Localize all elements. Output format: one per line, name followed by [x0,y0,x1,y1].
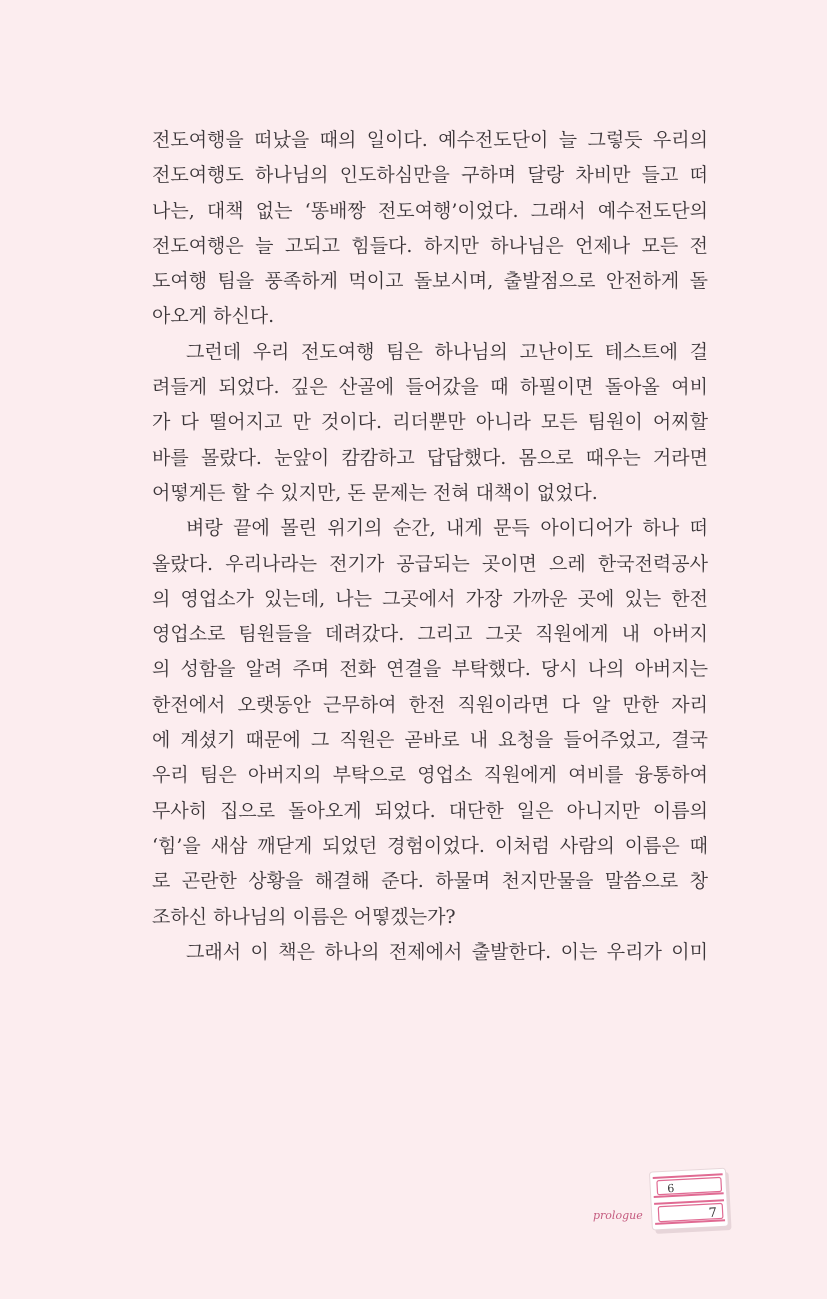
text-line: ‘힘’을 새삼 깨닫게 되었던 경험이었다. 이처럼 사람의 이름은 때 [152,834,708,857]
text-line: 조하신 하나님의 이름은 어떻겠는가? [152,905,456,928]
page-number-left: 6 [666,1181,675,1196]
text-line: 무사히 집으로 돌아오게 되었다. 대단한 일은 아니지만 이름의 [152,799,708,822]
page-number-right: 7 [708,1205,718,1222]
text-line: 그래서 이 책은 하나의 전제에서 출발한다. 이는 우리가 이미 [186,940,708,963]
text-line: 로 곤란한 상황을 해결해 준다. 하물며 천지만물을 말씀으로 창 [152,870,708,893]
text-line: 아오게 하신다. [152,305,275,328]
text-line: 의 영업소가 있는데, 나는 그곳에서 가장 가까운 곳에 있는 한전 [152,587,708,610]
text-line: 전도여행을 떠났을 때의 일이다. 예수전도단이 늘 그렇듯 우리의 [152,129,708,151]
text-line: 려들게 되었다. 깊은 산골에 들어갔을 때 하필이면 돌아올 여비 [152,376,708,399]
text-line: 그런데 우리 전도여행 팀은 하나님의 고난이도 테스트에 걸 [186,340,708,363]
text-line: 한전에서 오랫동안 근무하여 한전 직원이라면 다 알 만한 자리 [152,693,708,716]
text-line: 어떻게든 할 수 있지만, 돈 문제는 전혀 대책이 없었다. [152,481,598,504]
text-line: 영업소로 팀원들을 데려갔다. 그리고 그곳 직원에게 내 아버지 [152,623,708,646]
text-line: 에 계셨기 때문에 그 직원은 곧바로 내 요청을 들어주었고, 결국 [152,729,708,752]
section-label: prologue [593,1209,643,1222]
text-line: 전도여행도 하나님의 인도하심만을 구하며 달랑 차비만 들고 떠 [152,164,708,187]
text-line: 우리 팀은 아버지의 부탁으로 영업소 직원에게 여비를 융통하여 [152,764,708,787]
text-line: 가 다 떨어지고 만 것이다. 리더뿐만 아니라 모든 팀원이 어찌할 [152,411,708,434]
text-line: 나는, 대책 없는 ‘똥배짱 전도여행’이었다. 그래서 예수전도단의 [152,199,708,222]
text-line: 바를 몰랐다. 눈앞이 캄캄하고 답답했다. 몸으로 때우는 거라면 [152,446,708,469]
text-line: 올랐다. 우리나라는 전기가 공급되는 곳이면 으레 한국전력공사 [152,552,708,575]
text-line: 벼랑 끝에 몰린 위기의 순간, 내게 문득 아이디어가 하나 떠 [186,517,708,540]
text-line: 전도여행은 늘 고되고 힘들다. 하지만 하나님은 언제나 모든 전 [152,234,708,257]
text-line: 의 성함을 알려 주며 전화 연결을 부탁했다. 당시 나의 아버지는 [152,658,708,681]
body-text [152,123,708,970]
text-line: 도여행 팀을 풍족하게 먹이고 돌보시며, 출발점으로 안전하게 돌 [152,270,708,293]
page-number-tag [648,1166,734,1236]
